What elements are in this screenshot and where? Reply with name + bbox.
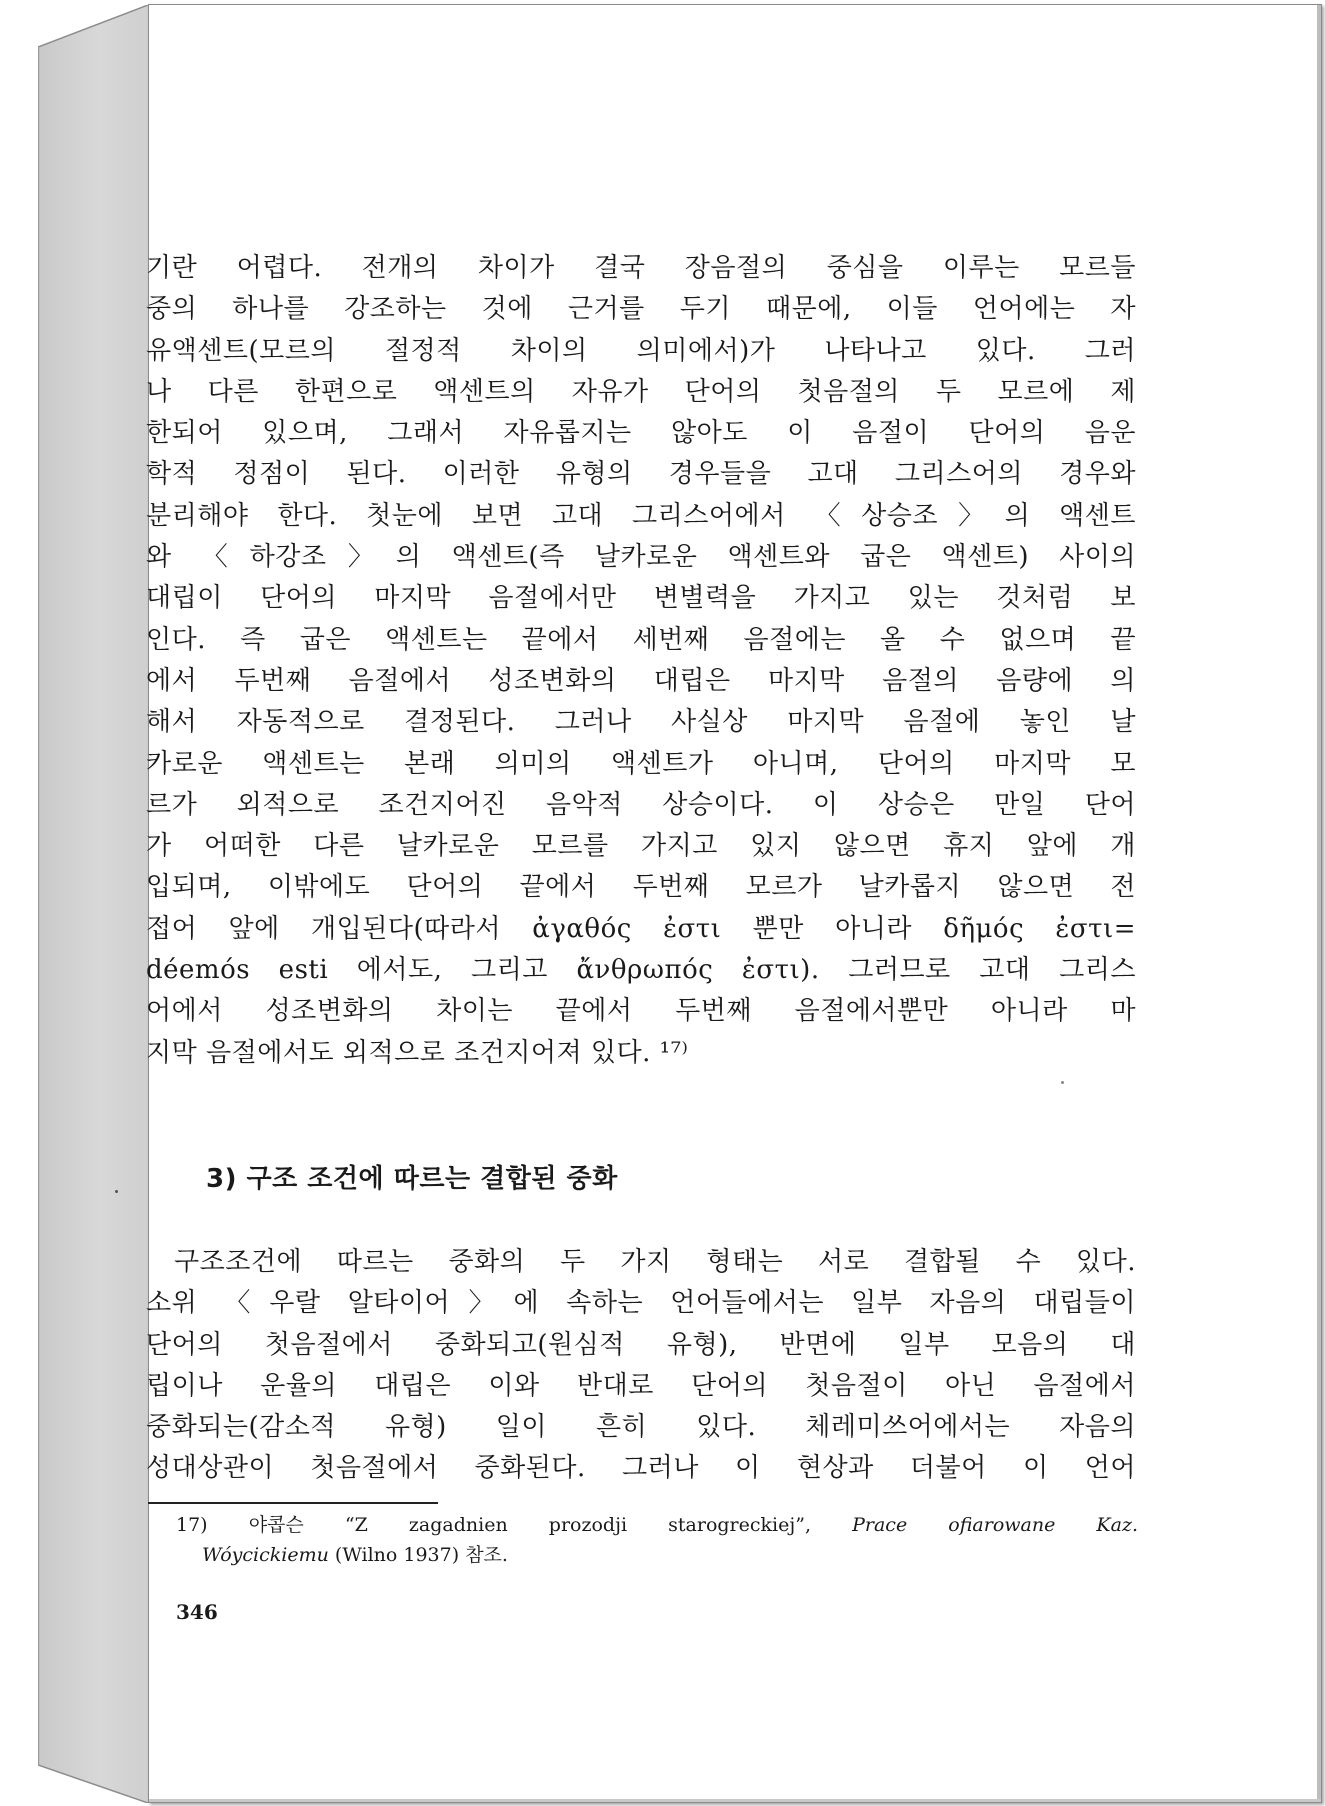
body-line: 에서 두번째 음절에서 성조변화의 대립은 마지막 음절의 음량에 의: [146, 665, 1136, 696]
body-line: 어에서 성조변화의 차이는 끝에서 두번째 음절에서뿐만 아니라 마: [146, 996, 1136, 1027]
footnote-rest: (Wilno 1937) 참조.: [334, 1544, 508, 1566]
body-line: 분리해야 한다. 첫눈에 보면 고대 그리스어에서 〈상승조〉의 액센트: [146, 500, 1136, 531]
page-number: 346: [176, 1600, 218, 1624]
body-line: 인다. 즉 굽은 액센트는 끝에서 세번째 음절에는 올 수 없으며 끝: [146, 624, 1136, 655]
footnote-work-title-cont: Wóycickiemu: [202, 1544, 329, 1566]
body-line: 르가 외적으로 조건지어진 음악적 상승이다. 이 상승은 만일 단어: [146, 789, 1136, 820]
body-line: 중화되는(감소적 유형) 일이 흔히 있다. 체레미쓰어에서는 자음의: [146, 1412, 1136, 1443]
body-line: 립이나 운율의 대립은 이와 반대로 단어의 첫음절이 아닌 음절에서: [146, 1370, 1136, 1401]
speck: [1061, 1081, 1064, 1084]
body-line: 성대상관이 첫음절에서 중화된다. 그러나 이 현상과 더불어 이 언어: [146, 1453, 1136, 1484]
footnote: [176, 1510, 1138, 1570]
body-text-2: [146, 1242, 1136, 1490]
body-line: 소위 〈우랄 알타이어〉에 속하는 언어들에서는 일부 자음의 대립들이: [146, 1288, 1136, 1319]
footnote-number: 17): [176, 1514, 208, 1536]
book-spine: [38, 5, 149, 1803]
page-edge-bottom: [149, 1799, 1321, 1802]
page-edge-right: [1317, 5, 1321, 1802]
body-line: 접어 앞에 개입된다(따라서 ἀγαθός ἐστι 뿐만 아니라 δῆμός ἐστι=: [146, 913, 1136, 944]
body-line: 구조조건에 따르는 중화의 두 가지 형태는 서로 결합될 수 있다.: [174, 1247, 1136, 1277]
body-line: 한되어 있으며, 그래서 자유롭지는 않아도 이 음절이 단어의 음운: [146, 418, 1136, 449]
speck: [115, 1190, 118, 1193]
body-line: 지막 음절에서도 외적으로 조건지어져 있다. ¹⁷⁾: [146, 1037, 689, 1068]
body-line: 기란 어렵다. 전개의 차이가 결국 장음절의 중심을 이루는 모르들: [146, 253, 1136, 283]
footnote-line: [176, 1540, 1138, 1570]
body-text: [146, 248, 1136, 1074]
footnote-author: 야콥슨: [248, 1514, 304, 1536]
body-line: 와 〈하강조〉의 액센트(즉 날카로운 액센트와 굽은 액센트) 사이의: [146, 542, 1136, 573]
footnote-work-title: Prace ofiarowane Kaz.: [852, 1514, 1138, 1536]
footnote-rule: [148, 1502, 438, 1504]
body-line: déemós esti 에서도, 그리고 ἄνθρωπός ἐστι). 그러므로 고대 그리스: [146, 955, 1136, 986]
body-line: 해서 자동적으로 결정된다. 그러나 사실상 마지막 음절에 놓인 날: [146, 707, 1136, 738]
body-line: 입되며, 이밖에도 단어의 끝에서 두번째 모르가 날카롭지 않으면 전: [146, 872, 1136, 903]
body-line: 유액센트(모르의 절정적 차이의 의미에서)가 나타나고 있다. 그러: [146, 335, 1136, 366]
body-line: 나 다른 한편으로 액센트의 자유가 단어의 첫음절의 두 모르에 제: [146, 376, 1136, 407]
footnote-line: [176, 1510, 1138, 1540]
body-line: 대립이 단어의 마지막 음절에서만 변별력을 가지고 있는 것처럼 보: [146, 583, 1136, 614]
body-line: 중의 하나를 강조하는 것에 근거를 두기 때문에, 이들 언어에는 자: [146, 294, 1136, 325]
body-line: 가 어떠한 다른 날카로운 모르를 가지고 있지 않으면 휴지 앞에 개: [146, 831, 1136, 862]
body-line: 단어의 첫음절에서 중화되고(원심적 유형), 반면에 일부 모음의 대: [146, 1329, 1136, 1360]
body-line: 카로운 액센트는 본래 의미의 액센트가 아니며, 단어의 마지막 모: [146, 748, 1136, 779]
section-heading: 3) 구조 조건에 따르는 결합된 중화: [206, 1164, 618, 1194]
body-line: 학적 정점이 된다. 이러한 유형의 경우들을 고대 그리스어의 경우와: [146, 459, 1136, 490]
footnote-quote: “Z zagadnien prozodji starogreckiej”,: [344, 1514, 811, 1536]
